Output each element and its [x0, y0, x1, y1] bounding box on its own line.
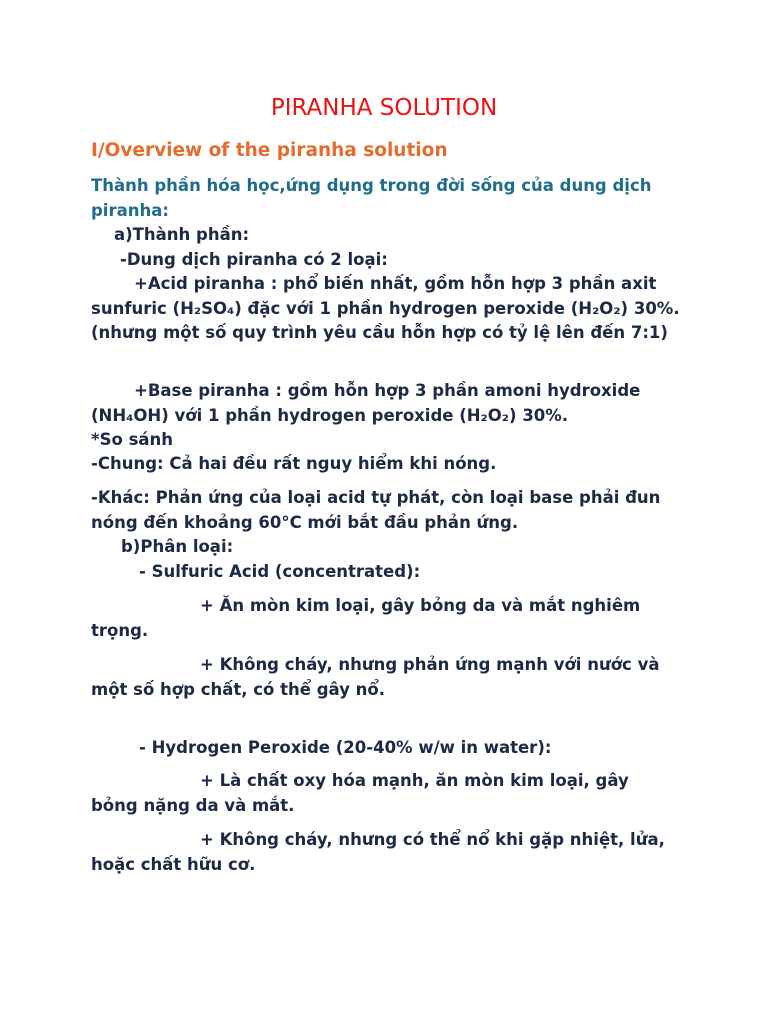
section-heading: I/Overview of the piranha solution [91, 140, 448, 161]
intro-text: Thành phần hóa học,ứng dụng trong đời sống của dung dịch piranha: [91, 176, 652, 220]
common-line: -Chung: Cả hai đều rất nguy hiểm khi nóng. [91, 454, 497, 473]
sulfuric-point-2: + Không cháy, nhưng phản ứng mạnh với nước và một số hợp chất, có thể gây nổ. [91, 655, 660, 699]
subsection-a-heading: a)Thành phần: [114, 225, 250, 244]
hydrogen-peroxide-heading: - Hydrogen Peroxide (20-40% w/w in water): [139, 738, 552, 757]
subsection-b-heading: b)Phân loại: [121, 537, 234, 556]
base-piranha-paragraph: +Base piranha : gồm hỗn hợp 3 phần amoni hydroxide (NH₄OH) với 1 phần hydrogen peroxide (H₂O₂) 30%. [91, 381, 641, 425]
peroxide-point-1: + Là chất oxy hóa mạnh, ăn mòn kim loại, gây bỏng nặng da và mắt. [91, 771, 629, 815]
compare-label: *So sánh [91, 430, 174, 449]
peroxide-point-2: + Không cháy, nhưng có thể nổ khi gặp nhiệt, lửa, hoặc chất hữu cơ. [91, 830, 665, 874]
acid-piranha-paragraph: +Acid piranha : phổ biến nhất, gồm hỗn hợp 3 phần axit sunfuric (H₂SO₄) đặc với 1 phần hydrogen peroxide (H₂O₂) 30%.(nhưng một số quy trình yêu cầu hỗn hợp có tỷ lệ lên đến 7:1) [91, 274, 680, 342]
document-title: PIRANHA SOLUTION [270, 95, 498, 121]
difference-paragraph: -Khác: Phản ứng của loại acid tự phát, còn loại base phải đun nóng đến khoảng 60°C mới bắt đầu phản ứng. [91, 488, 661, 532]
types-line: -Dung dịch piranha có 2 loại: [120, 250, 388, 269]
sulfuric-acid-heading: - Sulfuric Acid (concentrated): [139, 562, 421, 581]
sulfuric-point-1: + Ăn mòn kim loại, gây bỏng da và mắt nghiêm trọng. [91, 596, 641, 640]
